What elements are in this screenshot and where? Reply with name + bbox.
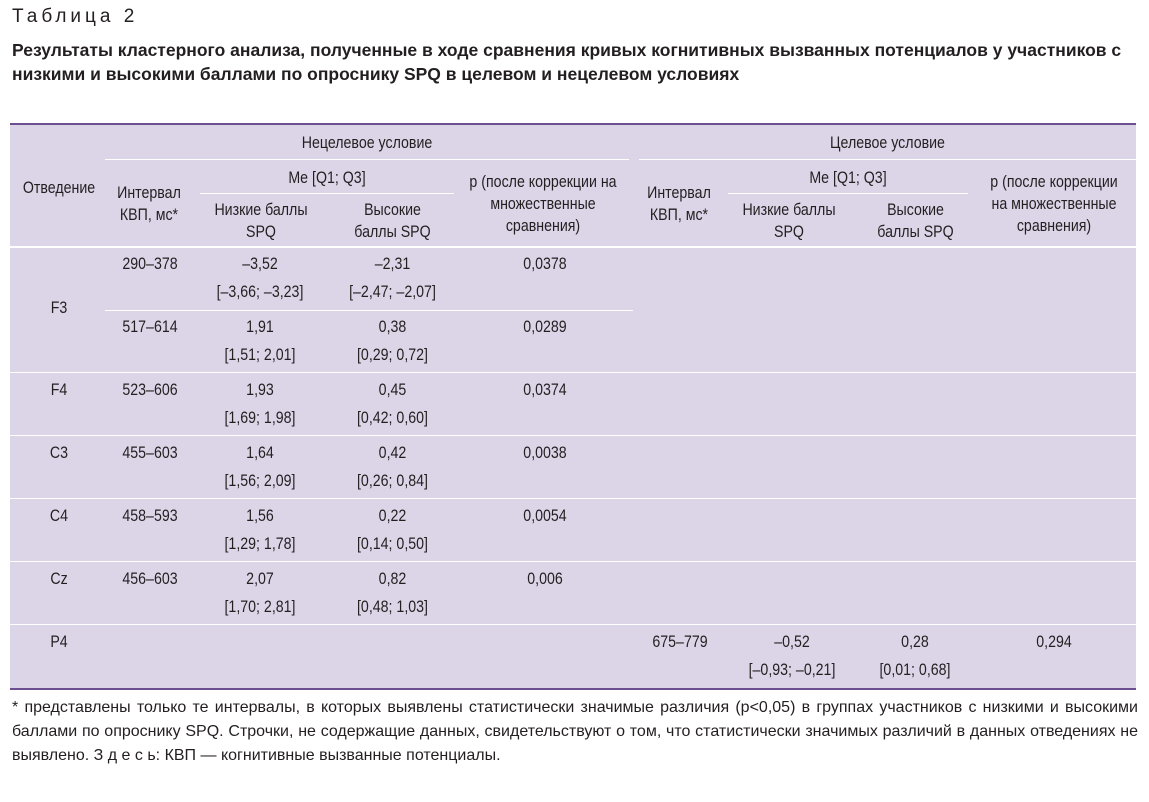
row-f4-interval: 523–606	[122, 381, 178, 399]
row-f4-low-q: [1,69; 1,98]	[224, 409, 296, 427]
row-cz-lead: Cz	[50, 570, 68, 588]
row-f3b-interval: 517–614	[122, 318, 178, 336]
row-c3-high: 0,42	[378, 444, 407, 462]
row-c4-low: 1,56	[246, 507, 274, 525]
row-f3b-high: 0,38	[378, 318, 407, 336]
header-nontarget-condition: Нецелевое условие	[301, 134, 433, 152]
row-f3a-low-q: [–3,66; –3,23]	[216, 283, 304, 301]
row-c4-low-q: [1,29; 1,78]	[224, 535, 296, 553]
row-c3-low: 1,64	[246, 444, 274, 462]
row-c3-interval: 455–603	[122, 444, 178, 462]
row-p4-interval: 675–779	[652, 633, 708, 651]
row-p4-p: 0,294	[1036, 633, 1072, 651]
row-f3-lead: F3	[50, 299, 68, 317]
header-target-condition: Целевое условие	[830, 134, 945, 152]
row-f4-p: 0,0374	[523, 381, 567, 399]
row-c3-lead: C3	[49, 444, 69, 462]
header-nt-interval: Интервал КВП, мс*	[117, 184, 181, 224]
row-cz-high: 0,82	[378, 570, 407, 588]
row-f4-low: 1,93	[246, 381, 274, 399]
table-footnote: * представлены только те интервалы, в которых выявлены статистически значимые различия (p<0,05) в группах участников с низкими и высокими баллами по опроснику SPQ. Строчки, не содержащие данных, свидетельствуют о том, что статистически значимых различий в данных отведениях не выявлено. З д е с ь: КВП — когнитивные вызванные потенциалы.	[12, 699, 1138, 764]
results-table	[10, 123, 1136, 690]
header-nt-low: Низкие баллы SPQ	[214, 201, 308, 241]
row-c4-interval: 458–593	[122, 507, 178, 525]
header-t-high: Высокие баллы SPQ	[877, 201, 954, 241]
row-p4-low: –0,52	[774, 633, 810, 651]
row-f3a-high-q: [–2,47; –2,07]	[349, 283, 436, 301]
row-f4-high: 0,45	[378, 381, 407, 399]
header-nt-p: p (после коррекции на множественные сравнения)	[469, 173, 617, 235]
row-p4-high: 0,28	[901, 633, 929, 651]
row-cz-high-q: [0,48; 1,03]	[356, 598, 429, 616]
row-f3b-low-q: [1,51; 2,01]	[224, 346, 296, 364]
row-f3a-p: 0,0378	[523, 255, 567, 273]
row-f3a-interval: 290–378	[122, 255, 178, 273]
header-t-interval: Интервал КВП, мс*	[647, 184, 711, 224]
row-c4-lead: C4	[49, 507, 69, 525]
row-cz-p: 0,006	[527, 570, 563, 588]
row-cz-low: 2,07	[246, 570, 274, 588]
row-c4-high-q: [0,14; 0,50]	[356, 535, 429, 553]
table-title: Результаты кластерного анализа, полученные в ходе сравнения кривых когнитивных вызванных потенциалов у участников с низкими и высокими баллами по опроснику SPQ в целевом и нецелевом условиях	[12, 40, 1122, 84]
row-cz-interval: 456–603	[122, 570, 178, 588]
header-t-me: Me [Q1; Q3]	[809, 169, 887, 187]
row-c3-low-q: [1,56; 2,09]	[224, 472, 296, 490]
header-nt-high: Высокие баллы SPQ	[354, 201, 431, 241]
header-lead: Отведение	[22, 179, 96, 197]
header-t-p: p (после коррекции на множественные сравнения)	[990, 173, 1118, 235]
row-f3a-high: –2,31	[374, 255, 411, 273]
row-c4-high: 0,22	[378, 507, 407, 525]
row-f3b-p: 0,0289	[523, 318, 567, 336]
row-p4-lead: P4	[50, 633, 68, 651]
table-caption-label: Таблица 2	[12, 6, 139, 27]
row-f3a-low: –3,52	[242, 255, 278, 273]
row-p4-high-q: [0,01; 0,68]	[879, 661, 951, 679]
header-nt-me: Me [Q1; Q3]	[288, 169, 366, 187]
row-cz-low-q: [1,70; 2,81]	[224, 598, 296, 616]
row-f4-high-q: [0,42; 0,60]	[356, 409, 429, 427]
row-p4-low-q: [–0,93; –0,21]	[748, 661, 836, 679]
row-c3-p: 0,0038	[523, 444, 567, 462]
header-t-low: Низкие баллы SPQ	[742, 201, 836, 241]
row-f3b-low: 1,91	[246, 318, 274, 336]
row-c4-p: 0,0054	[523, 507, 567, 525]
row-f3b-high-q: [0,29; 0,72]	[356, 346, 429, 364]
row-f4-lead: F4	[50, 381, 68, 399]
row-c3-high-q: [0,26; 0,84]	[356, 472, 429, 490]
